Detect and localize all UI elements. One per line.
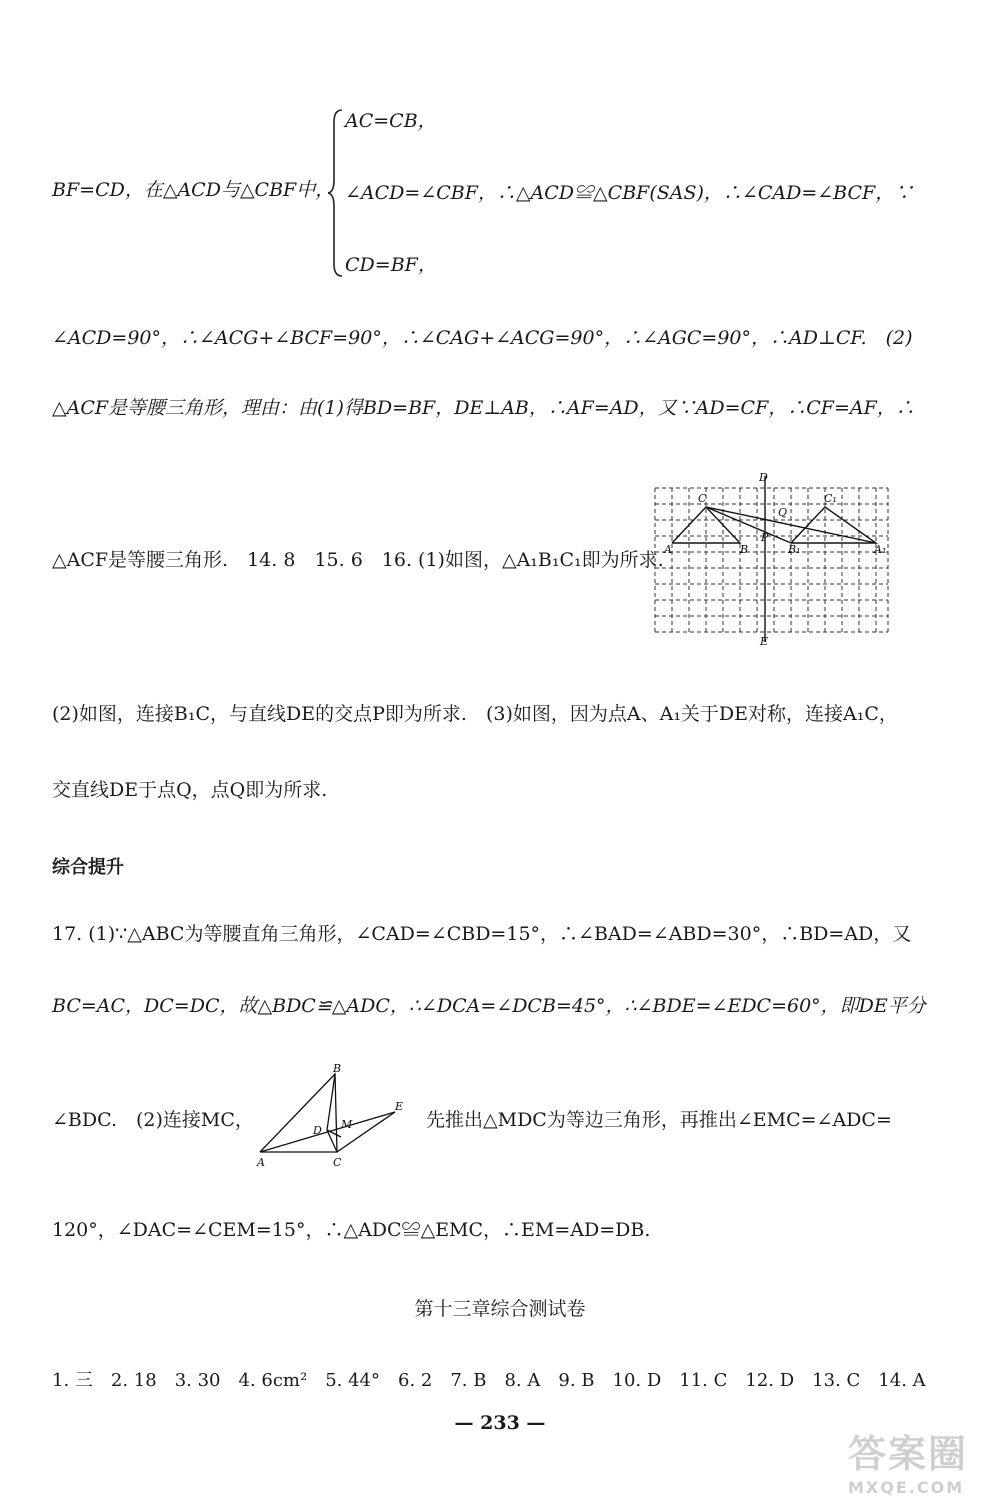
- fig1-label-P: P: [761, 531, 769, 544]
- grid-figure: [650, 470, 900, 650]
- text-line-7: 17. (1)∵△ABC为等腰直角三角形，∠CAD=∠CBD=15°，∴∠BAD=∠ABD=30°，∴BD=AD，又: [52, 923, 912, 945]
- fig1-label-C: C: [698, 492, 707, 505]
- fig2-label-M: M: [341, 1118, 353, 1131]
- watermark-main: 答案圈: [848, 1432, 969, 1476]
- watermark-url: MXQE.COM: [848, 1478, 965, 1497]
- text-line-9b: 先推出△MDC为等边三角形，再推出∠EMC=∠ADC=: [426, 1109, 892, 1131]
- system-eq-1: AC=CB，: [345, 110, 437, 132]
- chapter-title: 第十三章综合测试卷: [414, 1298, 586, 1320]
- fig2-label-D: D: [313, 1124, 322, 1137]
- fig1-label-B1: B₁: [788, 543, 801, 556]
- fig1-label-A1: A₁: [874, 543, 887, 556]
- system-eq-2: ∠ACD=∠CBF，∴△ACD≌△CBF(SAS)，∴∠CAD=∠BCF，∵: [345, 182, 914, 204]
- answer-list: 1. 三 2. 18 3. 30 4. 6cm² 5. 44° 6. 2 7. B 8. A 9. B 10. D 11. C 12. D 13. C 14. A: [52, 1370, 926, 1391]
- text-line-1: BF=CD，在△ACD与△CBF中，: [52, 179, 335, 201]
- triangle-figure: [255, 1062, 415, 1172]
- fig2-label-A: A: [257, 1156, 265, 1169]
- fig2-label-E: E: [395, 1100, 404, 1113]
- brace: [328, 108, 346, 278]
- text-line-9a: ∠BDC. (2)连接MC，: [52, 1109, 254, 1131]
- text-line-10: 120°，∠DAC=∠CEM=15°，∴△ADC≌△EMC，∴EM=AD=DB.: [52, 1219, 651, 1241]
- text-line-2: ∠ACD=90°，∴∠ACG+∠BCF=90°，∴∠CAG+∠ACG=90°，∴∠AGC=90°，∴AD⊥CF. (2): [52, 327, 913, 349]
- text-line-3: △ACF是等腰三角形，理由：由(1)得BD=BF，DE⊥AB，∴AF=AD，又∵AD=CF，∴CF=AF，∴: [52, 397, 915, 419]
- text-line-8: BC=AC，DC=DC，故△BDC≌△ADC，∴∠DCA=∠DCB=45°，∴∠BDE=∠EDC=60°，即DE平分: [52, 995, 926, 1017]
- fig2-label-B: B: [333, 1062, 342, 1075]
- fig1-label-D: D: [759, 471, 768, 484]
- fig1-label-Q: Q: [778, 506, 788, 519]
- fig1-label-B: B: [740, 543, 749, 556]
- text-line-6: 交直线DE于点Q，点Q即为所求.: [52, 779, 328, 801]
- section-heading: 综合提升: [52, 857, 124, 878]
- fig1-label-E: E: [760, 635, 769, 648]
- fig1-label-C1: C₁: [824, 492, 837, 505]
- text-line-4: △ACF是等腰三角形. 14. 8 15. 6 16. (1)如图，△A₁B₁C₁即为所求.: [52, 549, 664, 571]
- fig1-label-A: A: [664, 543, 672, 556]
- fig2-label-C: C: [333, 1156, 342, 1169]
- page-number: — 233 —: [454, 1412, 546, 1434]
- watermark-logo: [848, 1423, 978, 1497]
- text-line-5: (2)如图，连接B₁C，与直线DE的交点P即为所求. (3)如图，因为点A、A₁关于DE对称，连接A₁C，: [52, 703, 898, 725]
- system-eq-3: CD=BF，: [345, 254, 437, 276]
